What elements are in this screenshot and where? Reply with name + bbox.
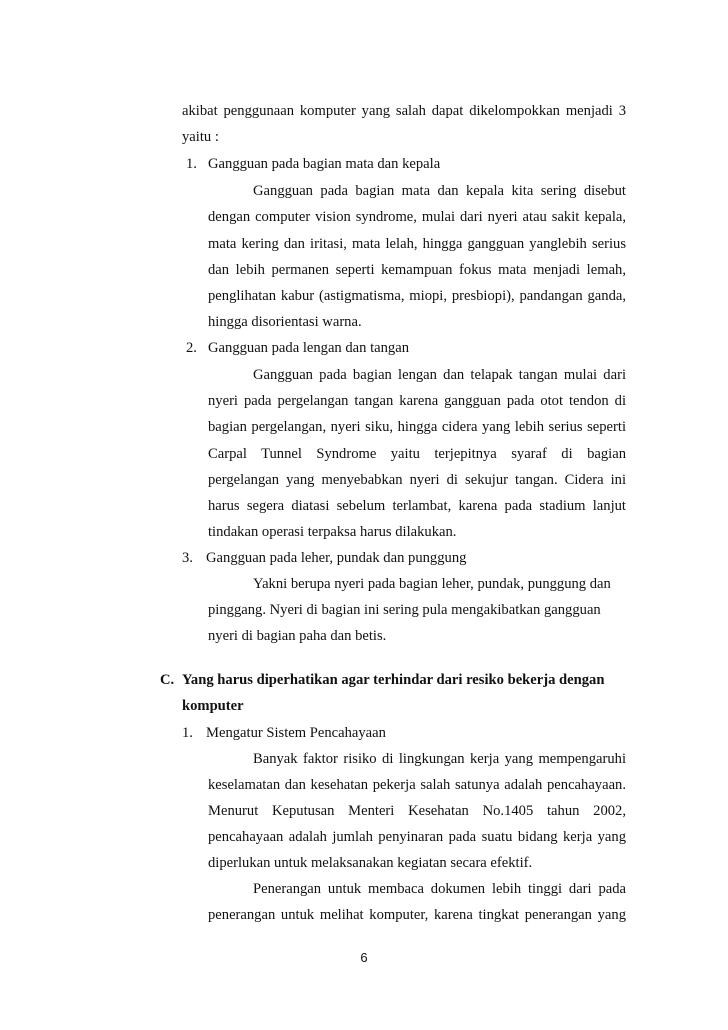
body-line: Carpal Tunnel Syndrome yaitu terjepitnya syaraf di bagian (208, 446, 626, 462)
list-number: 1. (182, 725, 193, 741)
section-letter: C. (160, 672, 175, 688)
intro-line-2: yaitu : (182, 129, 219, 145)
body-line: diperlukan untuk melaksanakan kegiatan secara efektif. (208, 855, 533, 871)
intro-line-1: akibat penggunaan komputer yang salah dapat dikelompokkan menjadi 3 (182, 103, 626, 119)
section-title: Yang harus diperhatikan agar terhindar dari resiko bekerja dengan (182, 672, 605, 688)
body-line: tindakan operasi terpaksa harus dilakukan. (208, 524, 457, 540)
body-line: penglihatan kabur (astigmatisma, miopi, presbiopi), pandangan ganda, (208, 288, 626, 304)
body-line: keselamatan dan kesehatan pekerja salah satunya adalah pencahayaan. (208, 777, 626, 793)
body-line: Banyak faktor risiko di lingkungan kerja yang mempengaruhi (253, 751, 626, 767)
body-line: mata kering dan iritasi, mata lelah, hingga gangguan yanglebih serius (208, 236, 626, 252)
body-line: nyeri di bagian paha dan betis. (208, 628, 387, 644)
list-number: 1. (186, 156, 197, 172)
list-number: 2. (186, 340, 197, 356)
body-line: nyeri pada pergelangan tangan karena gangguan pada otot tendon di (208, 393, 626, 409)
body-line: penerangan untuk melihat komputer, karena tingkat penerangan yang (208, 907, 626, 923)
body-line: bagian pergelangan, nyeri siku, hingga cidera yang lebih serius seperti (208, 419, 626, 435)
body-line: pencahayaan adalah jumlah penyinaran pada suatu bidang kerja yang (208, 829, 626, 845)
body-line: Penerangan untuk membaca dokumen lebih tinggi dari pada (253, 881, 626, 897)
list-heading: Mengatur Sistem Pencahayaan (206, 725, 386, 741)
body-line: harus segera diatasi sebelum terlambat, karena pada stadium lanjut (208, 498, 626, 514)
list-heading: Gangguan pada lengan dan tangan (208, 340, 409, 356)
list-number: 3. (182, 550, 193, 566)
body-line: Yakni berupa nyeri pada bagian leher, pundak, punggung dan (253, 576, 611, 592)
list-heading: Gangguan pada bagian mata dan kepala (208, 156, 441, 172)
body-line: dan lebih permanen seperti kemampuan fokus mata menjadi lemah, (208, 262, 626, 278)
body-line: pinggang. Nyeri di bagian ini sering pula mengakibatkan gangguan (208, 602, 601, 618)
body-line: hingga disorientasi warna. (208, 314, 362, 330)
body-line: Menurut Keputusan Menteri Kesehatan No.1405 tahun 2002, (208, 803, 626, 819)
body-line: Gangguan pada bagian mata dan kepala kita sering disebut (253, 183, 626, 199)
list-heading: Gangguan pada leher, pundak dan punggung (206, 550, 467, 566)
section-title-continued: komputer (182, 698, 244, 714)
body-line: pergelangan yang menyebabkan nyeri di sekujur tangan. Cidera ini (208, 472, 626, 488)
body-line: dengan computer vision syndrome, mulai dari nyeri atau sakit kepala, (208, 209, 626, 225)
page-number: 6 (360, 950, 368, 965)
body-line: Gangguan pada bagian lengan dan telapak tangan mulai dari (253, 367, 626, 383)
